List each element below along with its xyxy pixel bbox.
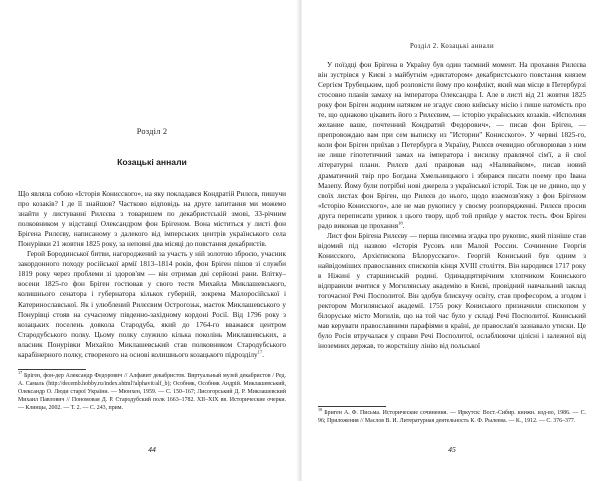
running-head: Розділ 2. Козацькі аннали <box>409 43 495 50</box>
left-paragraph-2-text: Герой Бородинської битви, нагороджений за участь у ній золотою зброєю, учасник закордонного походу російської армії 1813–1814 років, фон Бріген пішов зі служби 1819 року через проблеми зі здоров'ям — він отримав дві серйозні рани. Влітку–восени 1825-го фон Бріген гостював у свого тестя Михайла Миклашевського, колишнього сенатора і губернатора кількох губерній, зокрема Малоросійської і Катеринославської. Як і улюблений Рилєєвим Острогозьк, маєток Миклашевського у Понурівці стояв на сучасному південно-західному кордоні Росії. Від 1796 року з козацьких поселень довкола Стародуба, який до 1764-го вважався центром Стародубського полку. Цьому полку служило кілька поколінь Миклашевських, а власник Понурівки Михайло Миклашевський став полковником Стародубського карабінерного полку, створеного на основі колишнього козацького підрозділу <box>18 250 286 359</box>
left-paragraph-1: Що являла собою «Історія Конисского», на яку покладався Кондратій Рилєєв, пишучи про козаків? І де її знайшов? Частково відповідь на друге запитання ми можемо знайти у листуванні Рилєєва з товаришем по декабристській змові, 33-річним полковником у відставці Олександром фон Брігеном. Вона міститься у листі фон Брігена Рилєєву, написаному з далекого від імперських центрів українського села Понурівки 21 жовтня 1825 року, за неповні два місяці до повстання декабристів. <box>18 190 286 249</box>
chapter-label: Розділ 2 <box>136 127 168 136</box>
right-paragraph-1-text: У поїздці фон Брігена в Україну був один таємний момент. На прохання Рилєєва він зустрівся у Києві з майбутнім «диктатором» декабристського повстання князем Сергієм Трубецьким, щоб розповісти йому про конфлікт, який мав місце в Петербурзі стосовно планів замаху на імператора Олександра І. Але в листі від 21 жовтня 1825 року фон Бріген жодним натяком не згадує свою київську місію і пише натомість про те, що однаково цікавить його з Рилєєвим, — історію українських козаків. «Исполняя желание ваше, почтенний Кондратий Федорович», — писав фон Бріген, — препровождаю вам при сем выписку из "Истории" Конисского». У червні 1825-го, коли фон Бріген приїхав з Петербурга в Україну, Рилєєв очевидно обговорював з ним не лише гіпотетичний замах на імператора і висилку правлячої сім'ї, а й свої літературні плани. Рилєєв далі працював над «Наливайком», писав новий драматичний твір про Богдана Хмельницького і збирався писати поему про Івана Мазепу. Йому були потрібні нові джерела з української історії. Тож це не дивно, що у своїх листах фон Бріген, що Рилєєв до нього, щодо взаємозв'язку з фон Брігеном «Історію Конисского», але не мав рукопису у своєму розпорядженні. Рилєєв просив друга переписати уривок з цього твору, щоб той прийде у масток тесть. Фон Бріген радо виконав це прохання <box>318 61 586 230</box>
right-page <box>302 0 600 481</box>
right-body-text <box>318 60 586 351</box>
footnote-ref-17: 17 <box>257 349 263 355</box>
footnote-mark: 17 <box>18 370 23 376</box>
page-number-right: 45 <box>448 445 456 454</box>
footnote-text: Бріген, фон-дер Александр Федорович // Алфавит декабристов. Виртуальный музей декабристов / Ред. А. Самаль (http://decemb.hobby.ru/index.shtml?alphavit/alf_b); Особняк, Особняк Андрій. Миклашевський, Олександр О. Люди старої України. — Мюнхен, 1959. — С. 150–167; Лисогорський Д. Р. Миклашевский Михаил Павлович // Пономовая Д. Р. Стародубский полк 1663–1782. XII–XIX вв. Исторические очерки. — Клинцы, 2002. — Т. 2. — С. 243, прим. <box>18 373 286 411</box>
right-paragraph-1: У поїздці фон Брігена в Україну був один таємний момент. На прохання Рилєєва він зустрівся у Києві з майбутнім «диктатором» декабристського повстання князем Сергієм Трубецьким, щоб розповісти йому про конфлікт, який мав місце в Петербурзі стосовно планів замаху на імператора Олександра І. Але в листі від 21 жовтня 1825 року фон Бріген жодним натяком не згадує свою київську місію і пише натомість про те, що однаково цікавить його з Рилєєвим, — історію українських козаків. «Исполняя желание ваше, почтенний Кондратий Федорович», — писав фон Бріген, — препровождаю вам при сем выписку из "Истории" Конисского». У червні 1825-го, коли фон Бріген приїхав з Петербурга в Україну, Рилєєв очевидно обговорював з ним не лише гіпотетичний замах на імператора і висилку правлячої сім'ї, а й свої літературні плани. Рилєєв далі працював над «Наливайком», писав новий драматичний твір про Богдана Хмельницького і збирався писати поему про Івана Мазепу. Йому були потрібні нові джерела з української історії. Тож це не дивно, що у своїх листах фон Бріген, що Рилєєв до нього, щодо взаємозв'язку з фон Брігеном «Історію Конисского», але не мав рукопису у своєму розпорядженні. Рилєєв просив друга переписати уривок з цього твору, щоб той прийде у масток тесть. Фон Бріген радо виконав це прохання$^{18}$. <box>318 61 586 230</box>
left-page <box>0 0 298 481</box>
footnote-18 <box>318 407 586 426</box>
footnote-text: Бриген А. Ф. Письма. Исторические сочинения. — Иркутск: Вост.-Сибир. книжн. изд-во, 1986. — С. 96; Приложения // Маслов В. И. Литературная деятельность К. Ф. Рылеева. — К., 1912. — С. 376–377. <box>318 410 586 424</box>
right-paragraph-2: Лист фон Брігена Рилєєву — перша писемна згадка про рукопис, який пізніше став відомий під назвою «Історія Русовъ или Малой России. Сочинение Георгія Конисского, Архієпископа Бѣлорусскаго». Георгій Кониський був одним з найвідоміших православних єпископів кінця XVIII століття. Він народився 1717 року в Ніжині у старшинській родині. Одинадцятирічним хлопчиком Кониського відправили вчитися у Могилянську академію в Києві, провідний навчальний заклад тогочасної Речі Посполитої. Він здобув блискучу освіту, став професором, а згодом і ректором Могилянської академії. 1755 року Кониського призначили єпископом у білоруське місто Могилів, що на той час було у складі Речі Посполитої. Кониський мав керувати православними парафіями в країні, де православ'я зазнавало утиски. Це було Росія втручалася у справи Речі Посполитої, ослаблюючи цілісні і залежної від іноземних держав, то жорсткішу лінію від польської <box>318 231 586 351</box>
footnote-rule <box>318 406 386 407</box>
left-paragraph-2: Герой Бородинської битви, нагороджений за участь у ній золотою зброєю, учасник закордонного походу російської армії 1813–1814 років, фон Бріген пішов зі служби 1819 року через проблеми зі здоров'ям — він отримав дві серйозні рани. Влітку–восени 1825-го фон Бріген гостював у свого тестя Михайла Миклашевського, колишнього сенатора і губернатора кількох губерній, зокрема Малоросійської і Катеринославської. Як і улюблений Рилєєвим Острогозьк, маєток Миклашевського у Понурівці стояв на сучасному південно-західному кордоні Росії. Від 1796 року з козацьких поселень довкола Стародуба, який до 1764-го вважався центром Стародубського полку. Цьому полку служило кілька поколінь Миклашевських, а власник Понурівки Михайло Миклашевський став полковником Стародубського карабінерного полку, створеного на основі колишнього козацького підрозділу$^{17}$. <box>18 250 286 359</box>
footnote-mark: 18 <box>318 407 323 413</box>
footnote-ref-18: 18 <box>398 220 403 226</box>
left-body-text <box>18 189 286 360</box>
footnote-rule <box>18 369 86 370</box>
footnote-17 <box>18 370 286 413</box>
page-number-left: 44 <box>148 445 156 454</box>
chapter-title: Козацькі аннали <box>117 157 187 167</box>
